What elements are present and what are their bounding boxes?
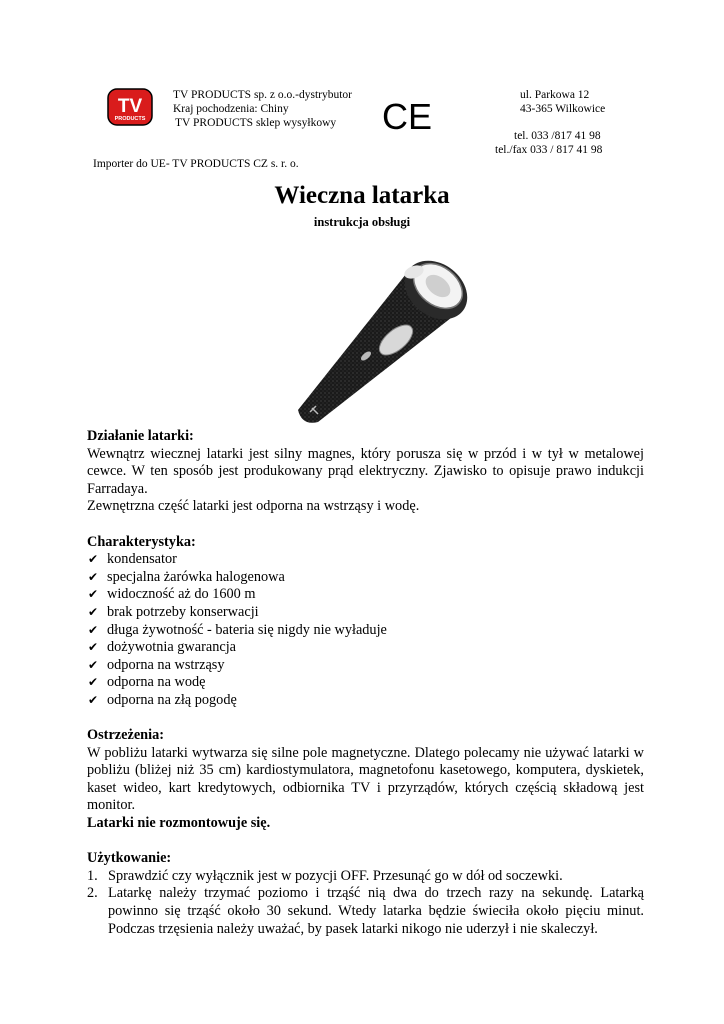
checkmark-icon: ✔ <box>88 640 99 655</box>
action-paragraph-1: Wewnątrz wiecznej latarki jest silny magnes, który porusza się w przód i w tył w metalowej cewce. W ten sposób jest produkowany prąd elektryczny. Zjawisko to opisuje prawo indukcji Farradaya. <box>87 445 644 497</box>
usage-steps <box>87 868 644 938</box>
checkmark-icon: ✔ <box>88 692 99 707</box>
list-item: ✔ specjalna żarówka halogenowa <box>88 568 285 585</box>
checkmark-icon: ✔ <box>88 657 99 672</box>
checkmark-icon: ✔ <box>88 587 99 602</box>
features-list <box>87 551 644 709</box>
section-heading-features: Charakterystyka: <box>87 533 196 550</box>
list-item <box>87 885 644 938</box>
checkmark-icon: ✔ <box>88 622 99 637</box>
company-name: TV PRODUCTS sp. z o.o.-dystrybutor <box>173 89 353 101</box>
company-shop: TV PRODUCTS sklep wysyłkowy <box>175 117 337 129</box>
tv-products-logo <box>107 88 153 126</box>
country-of-origin: Kraj pochodzenia: Chiny <box>173 103 289 115</box>
document-title: Wieczna latarka <box>274 182 450 209</box>
address-city: 43-365 Wilkowice <box>520 103 606 115</box>
step-text: Sprawdzić czy wyłącznik jest w pozycji OFF. Przesunąć go w dół od soczewki. <box>108 867 563 884</box>
list-item: ✔ odporna na wstrząsy <box>88 656 225 673</box>
warnings-bold-note: Latarki nie rozmontowuje się. <box>87 815 271 832</box>
flashlight-image <box>288 252 488 430</box>
list-item: ✔ widoczność aż do 1600 m <box>88 586 256 603</box>
ce-mark-text: CE <box>381 96 433 137</box>
document-subtitle: instrukcja obsługi <box>313 215 411 229</box>
fax-number: tel./fax 033 / 817 41 98 <box>495 144 603 156</box>
warnings-paragraph: W pobliżu latarki wytwarza się silne pole magnetyczne. Dlatego polecamy nie używać latarki w pobliżu (bliżej niż 35 cm) kardiostymulatora, magnetofonu kasetowego, komputera, dyskietek, kaset wideo, kart kredytowych, odbiornika TV i przyrządów, których częścią składową jest monitor. <box>87 744 644 814</box>
list-item: ✔ brak potrzeby konserwacji <box>88 603 259 620</box>
logo-subtext: PRODUCTS <box>114 116 146 122</box>
address-street: ul. Parkowa 12 <box>520 89 590 101</box>
list-item: ✔ odporna na wodę <box>88 674 206 691</box>
action-paragraph-2: Zewnętrzna część latarki jest odporna na wstrząsy i wodę. <box>87 498 420 515</box>
section-heading-warnings: Ostrzeżenia: <box>87 727 165 744</box>
phone-number: tel. 033 /817 41 98 <box>514 130 601 142</box>
checkmark-icon: ✔ <box>88 552 99 567</box>
section-heading-action: Działanie latarki: <box>87 428 194 444</box>
checkmark-icon: ✔ <box>88 604 99 619</box>
instructions-body <box>87 428 644 938</box>
step-number: 2. <box>87 885 98 902</box>
list-item: ✔ kondensator <box>88 551 177 568</box>
list-item: ✔ dożywotnia gwarancja <box>88 639 237 656</box>
section-heading-usage: Użytkowanie: <box>87 850 172 867</box>
checkmark-icon: ✔ <box>88 569 99 584</box>
list-item <box>87 868 644 886</box>
importer-line: Importer do UE- TV PRODUCTS CZ s. r. o. <box>93 158 299 170</box>
ce-mark-icon <box>381 96 433 137</box>
checkmark-icon: ✔ <box>88 675 99 690</box>
list-item: ✔ odporna na złą pogodę <box>88 691 237 708</box>
logo-text: TV <box>117 96 143 117</box>
step-number: 1. <box>87 867 98 884</box>
step-text: Latarkę należy trzymać poziomo i trząść nią dwa do trzech razy na sekundę. Latarką powinno się trząść około 30 sekund. Wtedy latarka będzie świeciła około pięciu minut. Podczas trzęsienia należy uważać, by pasek latarki nikogo nie uderzył i nie skaleczył. <box>108 885 644 937</box>
list-item: ✔ długa żywotność - bateria się nigdy nie wyładuje <box>88 621 387 638</box>
